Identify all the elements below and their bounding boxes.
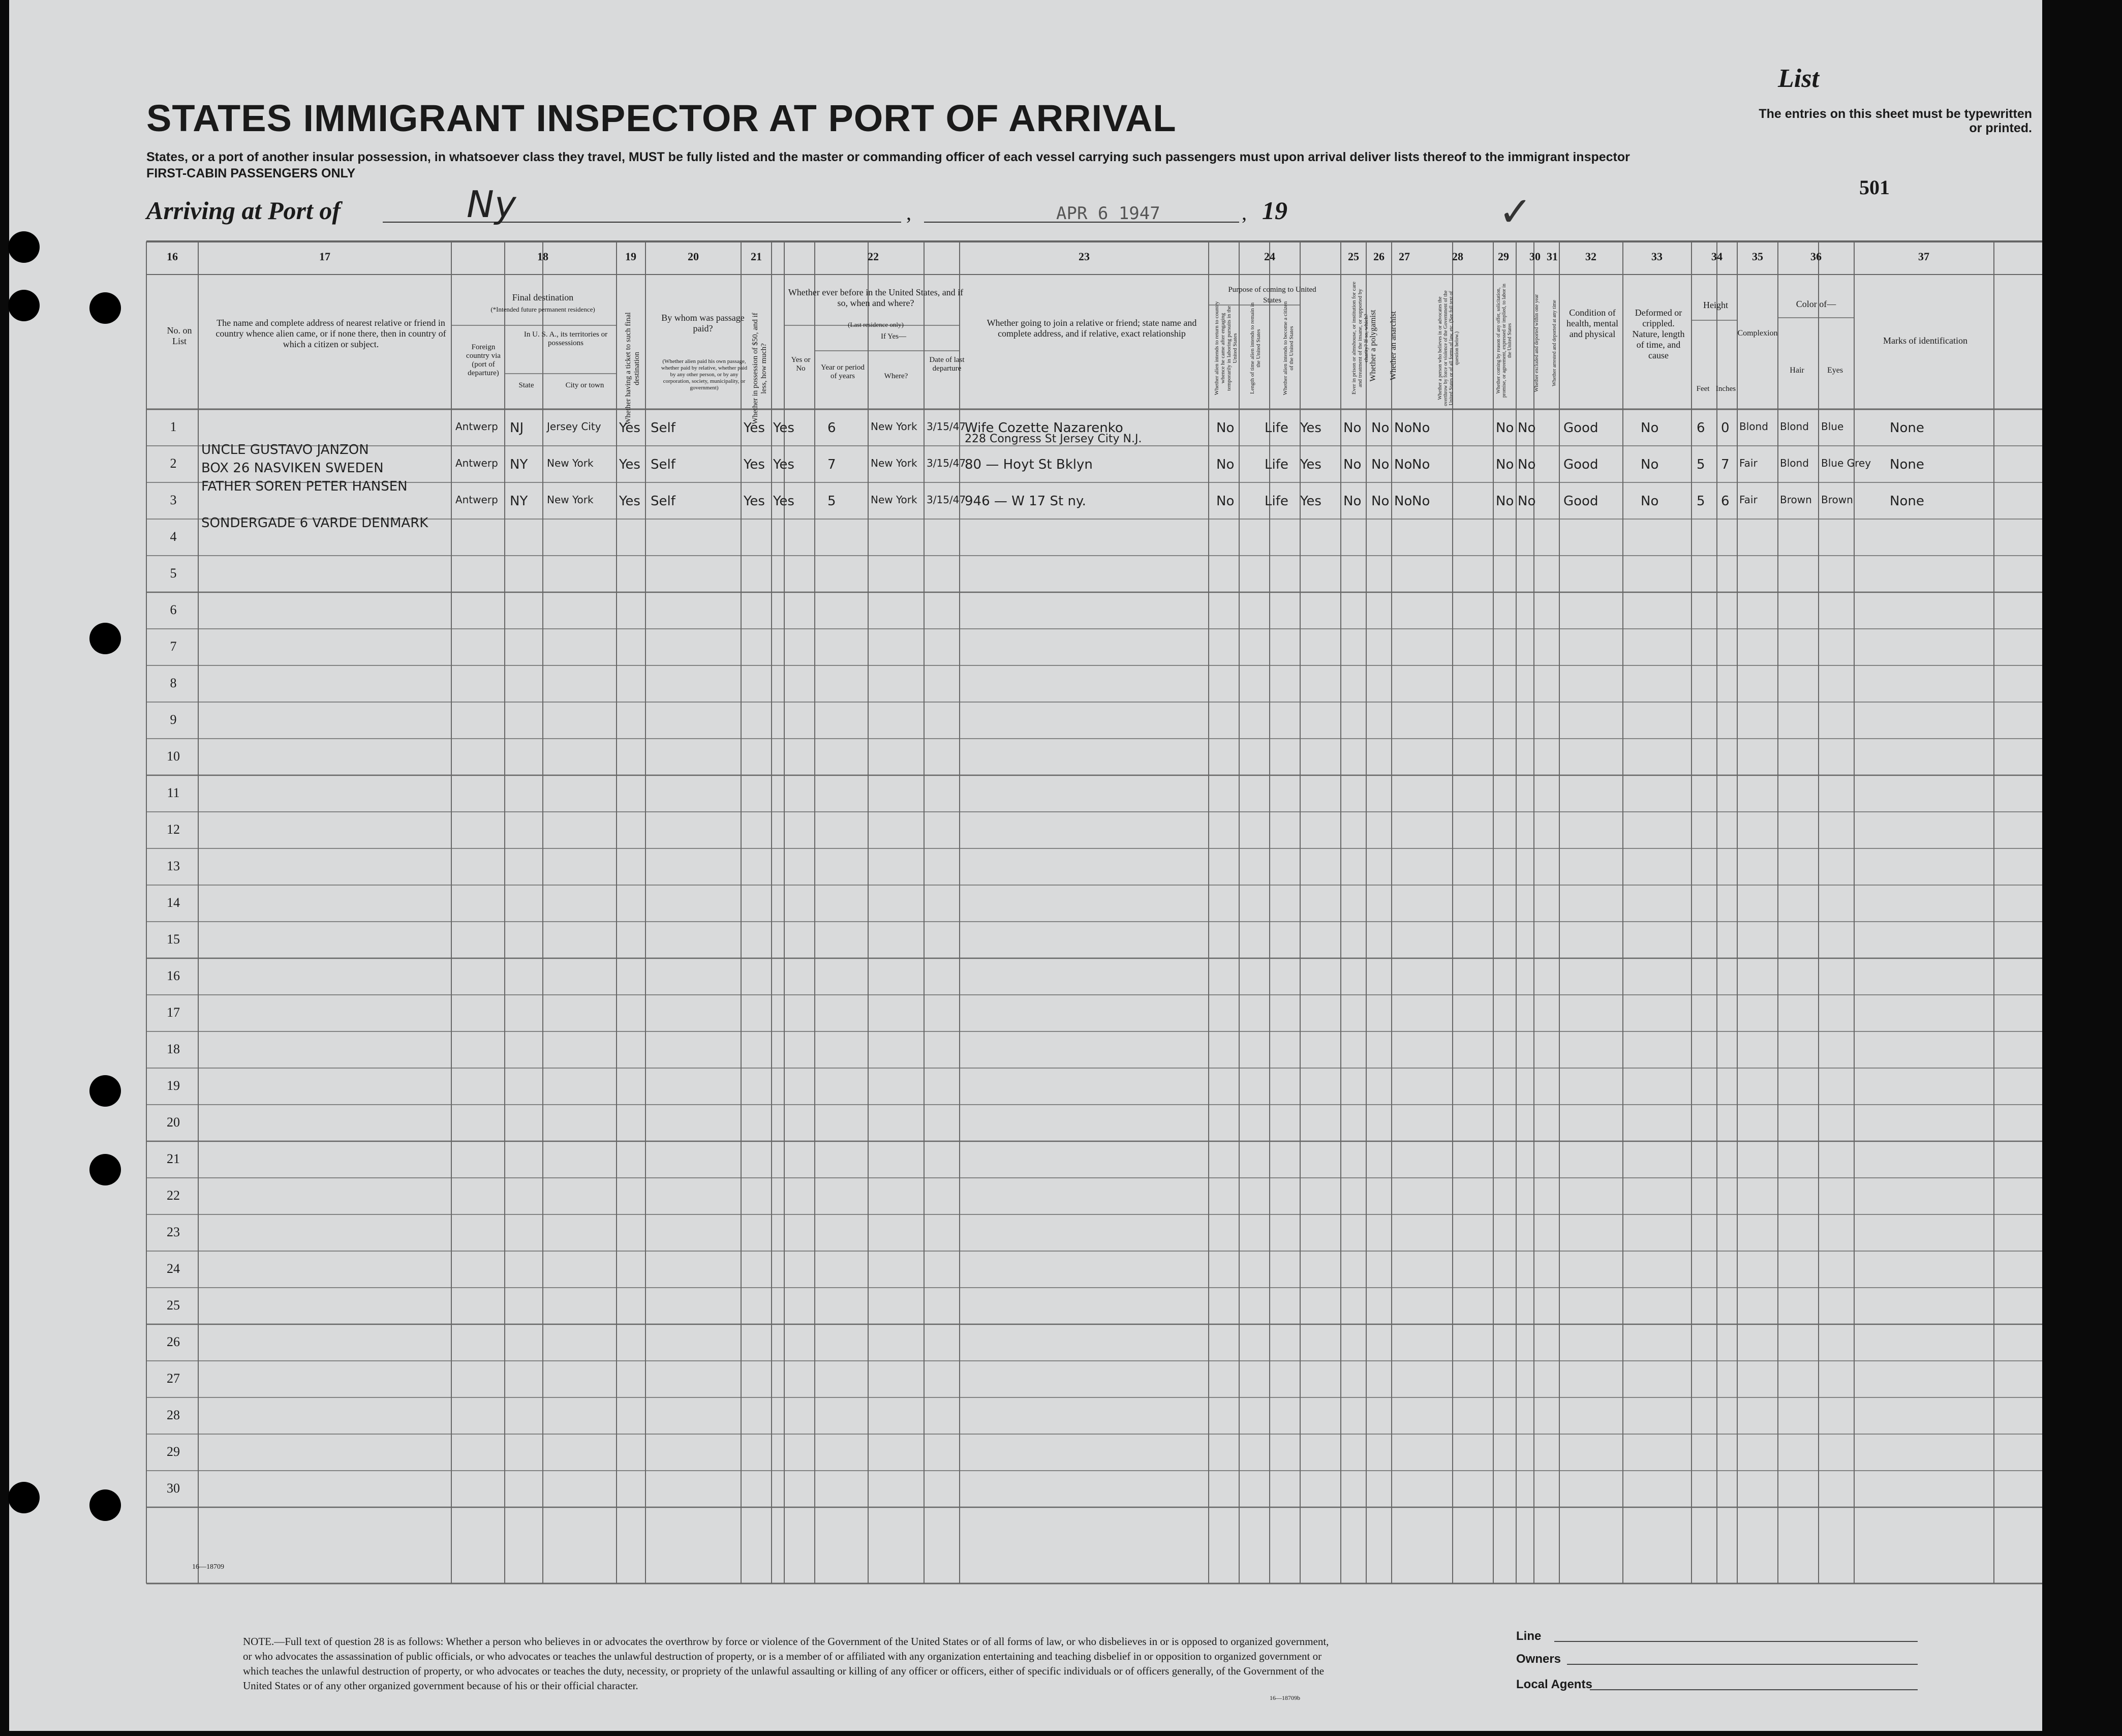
- col22c-header: Where?: [884, 372, 908, 380]
- column-number: 35: [1752, 250, 1763, 263]
- cell-eyes: Blue: [1821, 420, 1844, 433]
- cell-inches: 0: [1721, 420, 1730, 436]
- line-field[interactable]: [1554, 1641, 1918, 1642]
- row-number: 2: [170, 456, 177, 471]
- col36a-header: Hair: [1790, 366, 1804, 375]
- column-number: 36: [1810, 250, 1822, 263]
- cell-city: Jersey City: [547, 420, 601, 433]
- col24b-header: Length of time alien intends to remain in the United States: [1249, 302, 1262, 394]
- cell-excluded: No: [1496, 457, 1514, 472]
- cell-length: Life: [1265, 457, 1288, 472]
- row-number: 19: [167, 1078, 180, 1093]
- cell-fifty: Yes: [744, 420, 765, 436]
- arriving-label: Arriving at Port of: [146, 196, 341, 225]
- col33-header: Deformed or crippled. Nature, length of time, and cause: [1632, 308, 1685, 360]
- column-number: 21: [751, 250, 762, 263]
- col20-subheader: (Whether alien paid his own passage, whether paid by relative, whether paid by any other person, or by any corporation, society, municipality, or government): [661, 358, 748, 391]
- cell-city: New York: [547, 494, 594, 506]
- cell-hair: Blond: [1780, 457, 1809, 469]
- col24-header: Purpose of coming to United States: [1228, 286, 1316, 304]
- row-number: 11: [167, 785, 180, 800]
- check-mark: ✓: [1498, 190, 1533, 235]
- row-number: 20: [167, 1115, 180, 1130]
- cell-anarchist: No: [1394, 420, 1412, 436]
- cell-ticket: Yes: [619, 457, 640, 472]
- cell-length: Life: [1265, 494, 1288, 509]
- cell-state: NY: [510, 494, 528, 509]
- cell-arrested: No: [1518, 457, 1536, 472]
- cell-length: Life: [1265, 420, 1288, 436]
- port-handwritten: Ny: [467, 183, 517, 226]
- cell-where: New York: [871, 457, 917, 469]
- cell-departure: 3/15/47: [927, 420, 966, 433]
- year-prefix: 19: [1262, 196, 1287, 225]
- row-number: 22: [167, 1188, 180, 1203]
- cell-feet: 5: [1697, 457, 1705, 472]
- col23-header: Whether going to join a relative or friend; state name and complete address, and if relative, exact relationship: [987, 318, 1197, 339]
- column-number: 34: [1711, 250, 1723, 263]
- row-number: 18: [167, 1042, 180, 1056]
- cell-years: 5: [827, 494, 836, 509]
- cell-inches: 7: [1721, 457, 1730, 472]
- col31-header: Whether arrested and deported at any time: [1552, 300, 1557, 386]
- row-number: 25: [167, 1298, 180, 1313]
- cell-health: Good: [1563, 494, 1598, 509]
- row-number: 26: [167, 1334, 180, 1349]
- comma: ,: [906, 201, 911, 224]
- agents-field[interactable]: [1590, 1689, 1918, 1690]
- col18-subheader: (*Intended future permanent residence): [490, 306, 595, 313]
- owners-field[interactable]: [1567, 1664, 1918, 1665]
- col36-header: Color of—: [1796, 299, 1836, 309]
- col34a-header: Feet: [1696, 385, 1710, 393]
- cell-excluded: No: [1496, 420, 1514, 436]
- cell-prison: No: [1343, 420, 1362, 436]
- col16-header: No. on List: [167, 325, 192, 346]
- question-28-note: NOTE.—Full text of question 28 is as follows: Whether a person who believes in or advocates the overthrow by force or violence of the Government of the United States or of all forms of law, or who disbelieves in or is opposed to organized government, or who advocates the assassination of public officials, or who advocates or teaches the unlawful destruction of property, or is a member of or affiliated with any organization entertaining and teaching disbelief in or opposition to organized government or which teaches the unlawful destruction of property, or who advocates or teaches the duty, necessity, or propriety of the unlawful assaulting or killing of any officer or officers, either of specific individuals or of officers generally, of the Government of the United States or of any other organized government because of his or their official character.: [243, 1635, 1329, 1692]
- col26-header: Whether a polygamist: [1369, 310, 1377, 382]
- column-number: 19: [625, 250, 636, 263]
- col29-header: Whether coming by reason of any offer, solicitation, promise, or agreement, expressed or implied, to labor in the United States: [1496, 283, 1513, 398]
- column-number: 18: [537, 250, 548, 263]
- sheet-number: 501: [1859, 176, 1890, 199]
- row-number: 28: [167, 1408, 180, 1422]
- cell-purpose: No: [1216, 457, 1235, 472]
- cell-join-a: 946 — W 17 St ny.: [965, 494, 1086, 509]
- cell-inches: 6: [1721, 494, 1730, 509]
- column-number: 22: [868, 250, 879, 263]
- cell-city: New York: [547, 457, 594, 469]
- col18a-header: Foreign country via (port of departure): [466, 343, 501, 377]
- col17-header: The name and complete address of nearest relative or friend in country whence alien came, or if none there, then in country of which a citizen or subject.: [216, 318, 446, 349]
- row-number: 13: [167, 859, 180, 873]
- column-number: 29: [1498, 250, 1509, 263]
- cell-marks: None: [1890, 420, 1924, 436]
- cell-join-b: 228 Congress St Jersey City N.J.: [965, 433, 1142, 445]
- row-number: 14: [167, 895, 180, 910]
- cell-citizen: Yes: [1300, 457, 1321, 472]
- cell-deformed: No: [1641, 420, 1659, 436]
- cell-where: New York: [871, 420, 917, 433]
- cell-hair: Blond: [1780, 420, 1809, 433]
- cell-anarchist: No: [1394, 494, 1412, 509]
- manifest-sheet: [9, 0, 2042, 1731]
- cell-ticket: Yes: [619, 494, 640, 509]
- column-number: 24: [1264, 250, 1275, 263]
- col22b-header: Year or period of years: [821, 363, 865, 380]
- col28-header: Whether a person who believes in or advocates the overthrow by force or violence of the Government of the United States or of all forms of law, etc. (See full text of question below.): [1437, 290, 1460, 406]
- cell-port: Antwerp: [455, 457, 498, 469]
- row-number: 9: [170, 712, 177, 727]
- col18-header: Final destination: [512, 292, 574, 302]
- row-number: 24: [167, 1261, 180, 1276]
- cell-relative-a: SONDERGADE 6 VARDE DENMARK: [201, 515, 428, 531]
- cell-deformed: No: [1641, 494, 1659, 509]
- column-number: 33: [1651, 250, 1663, 263]
- col22a-header: Yes or No: [791, 356, 811, 373]
- row-number: 4: [170, 529, 177, 544]
- row-number: 29: [167, 1444, 180, 1459]
- cell-overthrow: No: [1412, 457, 1430, 472]
- row-number: 15: [167, 932, 180, 947]
- row-number: 6: [170, 602, 177, 617]
- cell-eyes: Blue Grey: [1821, 457, 1871, 469]
- cell-state: NJ: [510, 420, 524, 436]
- owners-label: Owners: [1516, 1652, 1561, 1666]
- col22e-header: If Yes—: [880, 332, 906, 341]
- column-number: 16: [167, 250, 178, 263]
- row-number: 7: [170, 639, 177, 654]
- col35-header: Complexion: [1737, 329, 1778, 338]
- form-subtitle: States, or a port of another insular possession, in whatsoever class they travel, MUST be fully listed and the master or commanding officer of each vessel carrying such passengers must upon arrival deliver lists thereof to the immigrant inspector: [146, 150, 1630, 164]
- col27-header: Whether an anarchist: [1389, 311, 1398, 380]
- cell-polygamist: No: [1371, 457, 1390, 472]
- col24a-header: Whether alien intends to return to country whence he came after engaging temporarily in laboring pursuits in the United States: [1214, 301, 1238, 395]
- col21-header: Whether in possession of $50, and if less, how much?: [751, 313, 768, 424]
- col36b-header: Eyes: [1827, 366, 1843, 375]
- cell-prison: No: [1343, 494, 1362, 509]
- form-code-2: 16—18709b: [1270, 1694, 1300, 1701]
- cell-port: Antwerp: [455, 494, 498, 506]
- cell-state: NY: [510, 457, 528, 472]
- column-number: 30: [1529, 250, 1541, 263]
- row-number: 5: [170, 566, 177, 581]
- cell-marks: None: [1890, 494, 1924, 509]
- row-number: 16: [167, 968, 180, 983]
- cell-feet: 6: [1697, 420, 1705, 436]
- col22d-header: Date of last departure: [929, 356, 965, 373]
- cell-relative-a: FATHER SOREN PETER HANSEN: [201, 479, 408, 494]
- col24c-header: Whether alien intends to become a citizen of the United States: [1282, 301, 1295, 395]
- column-number: 27: [1399, 250, 1410, 263]
- cell-health: Good: [1563, 420, 1598, 436]
- col22-header: Whether ever before in the United States, and if so, when and where?: [788, 287, 964, 308]
- cell-years: 7: [827, 457, 836, 472]
- list-label: List: [1778, 64, 1819, 93]
- cell-purpose: No: [1216, 494, 1235, 509]
- column-number: 37: [1918, 250, 1929, 263]
- col32-header: Condition of health, mental and physical: [1566, 308, 1618, 339]
- col18c-header: City or town: [565, 381, 604, 389]
- cell-port: Antwerp: [455, 420, 498, 433]
- row-number: 12: [167, 822, 180, 837]
- line-label: Line: [1516, 1629, 1542, 1643]
- cell-departure: 3/15/47: [927, 457, 966, 469]
- column-number: 28: [1452, 250, 1463, 263]
- row-number: 8: [170, 676, 177, 690]
- cell-anarchist: No: [1394, 457, 1412, 472]
- row-number: 10: [167, 749, 180, 764]
- col19-header: Whether having a ticket to such final destination: [624, 312, 641, 425]
- cell-departure: 3/15/47: [927, 494, 966, 506]
- cell-before: Yes: [773, 457, 794, 472]
- comma: ,: [1242, 201, 1247, 224]
- typewritten-instruction: The entries on this sheet must be typewritten or printed.: [1759, 107, 2032, 135]
- row-number: 1: [170, 419, 177, 434]
- row-number: 23: [167, 1225, 180, 1239]
- cell-arrested: No: [1518, 420, 1536, 436]
- agents-label: Local Agents: [1516, 1678, 1592, 1691]
- cell-relative-b: BOX 26 NASVIKEN SWEDEN: [201, 461, 384, 476]
- cell-relative-a: UNCLE GUSTAVO JANZON: [201, 442, 369, 458]
- cell-marks: None: [1890, 457, 1924, 472]
- column-number: 31: [1547, 250, 1558, 263]
- cell-before: Yes: [773, 494, 794, 509]
- col25-header: Ever in prison or almshouse, or institution for care and treatment of the insane, or supported by charity? If so, which?: [1351, 281, 1369, 395]
- cell-fifty: Yes: [744, 457, 765, 472]
- cell-feet: 5: [1697, 494, 1705, 509]
- date-stamp: APR 6 1947: [1056, 203, 1160, 224]
- cell-arrested: No: [1518, 494, 1536, 509]
- column-number: 20: [688, 250, 699, 263]
- cell-join-a: Wife Cozette Nazarenko: [965, 420, 1123, 436]
- cell-eyes: Brown: [1821, 494, 1853, 506]
- cell-deformed: No: [1641, 457, 1659, 472]
- cell-purpose: No: [1216, 420, 1235, 436]
- cell-join-a: 80 — Hoyt St Bklyn: [965, 457, 1093, 472]
- row-number: 30: [167, 1481, 180, 1496]
- col30-header: Whether excluded and deported within one year: [1534, 294, 1540, 392]
- column-number: 17: [319, 250, 330, 263]
- cell-before: Yes: [773, 420, 794, 436]
- cell-fifty: Yes: [744, 494, 765, 509]
- cell-complexion: Fair: [1739, 457, 1758, 469]
- form-title: STATES IMMIGRANT INSPECTOR AT PORT OF ARRIVAL: [146, 97, 1177, 139]
- col34b-header: Inches: [1715, 385, 1736, 393]
- row-number: 21: [167, 1151, 180, 1166]
- cell-complexion: Fair: [1739, 494, 1758, 506]
- class-line: FIRST-CABIN PASSENGERS ONLY: [146, 166, 356, 180]
- row-number: 27: [167, 1371, 180, 1386]
- column-number: 26: [1373, 250, 1385, 263]
- row-number: 17: [167, 1005, 180, 1020]
- col37-header: Marks of identification: [1883, 336, 1967, 346]
- cell-overthrow: No: [1412, 420, 1430, 436]
- column-number: 25: [1348, 250, 1359, 263]
- cell-where: New York: [871, 494, 917, 506]
- cell-prison: No: [1343, 457, 1362, 472]
- form-code: 16—18709: [192, 1563, 224, 1571]
- column-number: 23: [1079, 250, 1090, 263]
- cell-polygamist: No: [1371, 494, 1390, 509]
- cell-hair: Brown: [1780, 494, 1812, 506]
- cell-overthrow: No: [1412, 494, 1430, 509]
- cell-health: Good: [1563, 457, 1598, 472]
- col18b-header: State: [518, 381, 534, 389]
- cell-years: 6: [827, 420, 836, 436]
- cell-complexion: Blond: [1739, 420, 1768, 433]
- column-number: 32: [1585, 250, 1596, 263]
- cell-citizen: Yes: [1300, 494, 1321, 509]
- cell-polygamist: No: [1371, 420, 1390, 436]
- col34-header: Height: [1703, 300, 1728, 310]
- col18d-header: In U. S. A., its territories or possessions: [524, 330, 608, 347]
- cell-excluded: No: [1496, 494, 1514, 509]
- cell-paid-by: Self: [651, 494, 675, 509]
- cell-paid-by: Self: [651, 457, 675, 472]
- col20-header: By whom was passage paid?: [661, 313, 745, 333]
- cell-paid-by: Self: [651, 420, 675, 436]
- row-number: 3: [170, 493, 177, 507]
- cell-ticket: Yes: [619, 420, 640, 436]
- col22-subheader: (Last residence only): [848, 321, 904, 328]
- cell-citizen: Yes: [1300, 420, 1321, 436]
